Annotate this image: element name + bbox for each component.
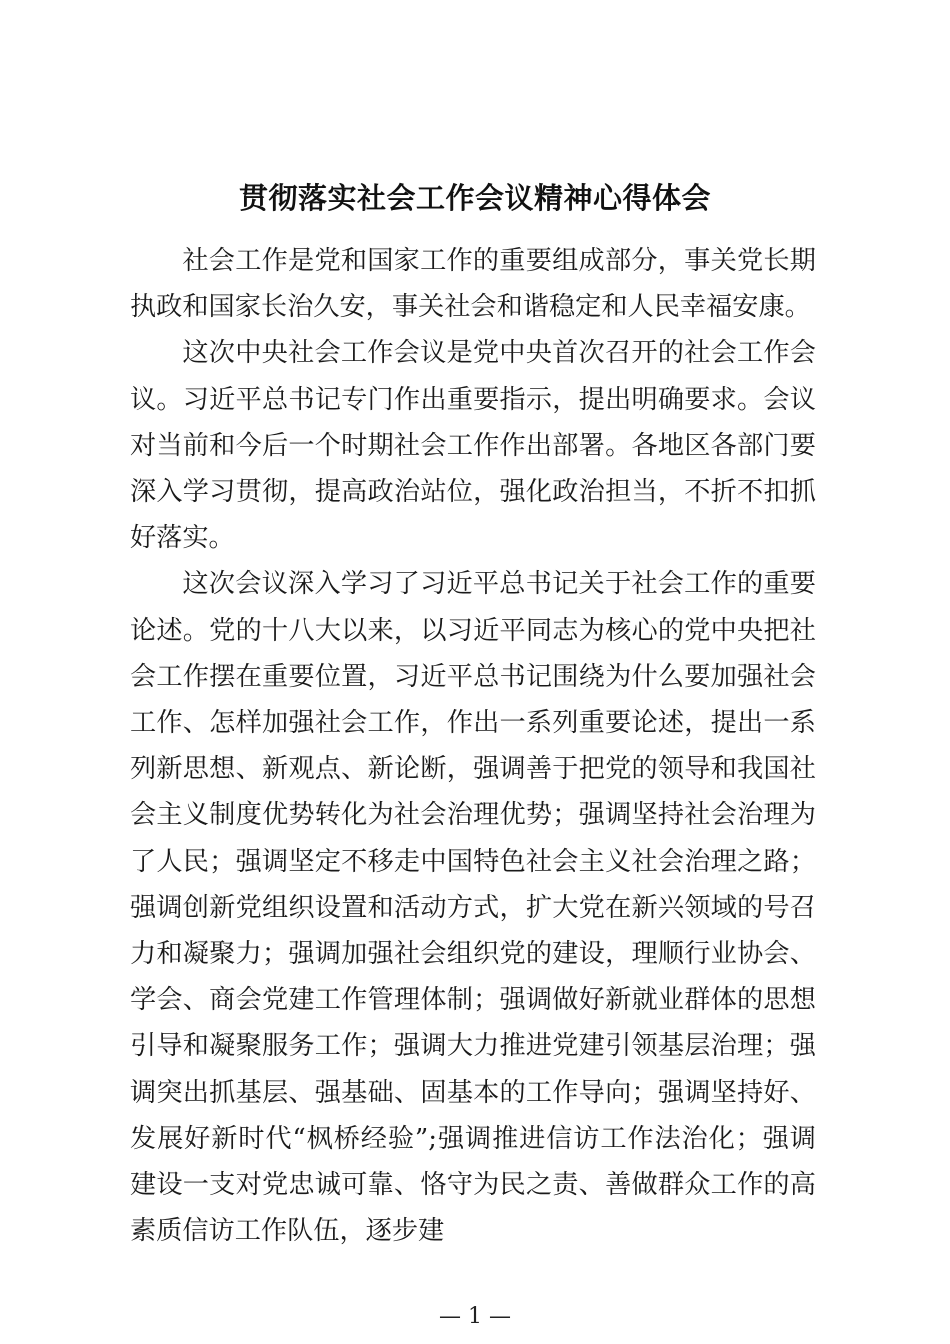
paragraph-2: 这次中央社会工作会议是党中央首次召开的社会工作会议。习近平总书记专门作出重要指示，提出明确要求。会议对当前和今后一个时期社会工作作出部署。各地区各部门要深入学习贯彻，提高政治站位，强化政治担当，不折不扣抓好落实。 [130, 338, 816, 554]
document-body [130, 238, 816, 1254]
paragraph-3: 这次会议深入学习了习近平总书记关于社会工作的重要论述。党的十八大以来，以习近平同志为核心的党中央把社会工作摆在重要位置，习近平总书记围绕为什么要加强社会工作、怎样加强社会工作，作出一系列重要论述，提出一系列新思想、新观点、新论断，强调善于把党的领导和我国社会主义制度优势转化为社会治理优势；强调坚持社会治理为了人民；强调坚定不移走中国特色社会主义社会治理之路；强调创新党组织设置和活动方式，扩大党在新兴领域的号召力和凝聚力；强调加强社会组织党的建设，理顺行业协会、学会、商会党建工作管理体制；强调做好新就业群体的思想引导和凝聚服务工作；强调大力推进党建引领基层治理；强调突出抓基层、强基础、固基本的工作导向；强调坚持好、发展好新时代“枫桥经验”;强调推进信访工作法治化；强调建设一支对党忠诚可靠、恪守为民之责、善做群众工作的高素质信访工作队伍，逐步建 [130, 569, 816, 1247]
paragraph-1: 社会工作是党和国家工作的重要组成部分，事关党长期执政和国家长治久安，事关社会和谐稳定和人民幸福安康。 [130, 246, 816, 323]
document-title: 贯彻落实社会工作会议精神心得体会 [238, 181, 711, 215]
page-number: — 1 — [439, 1304, 511, 1329]
